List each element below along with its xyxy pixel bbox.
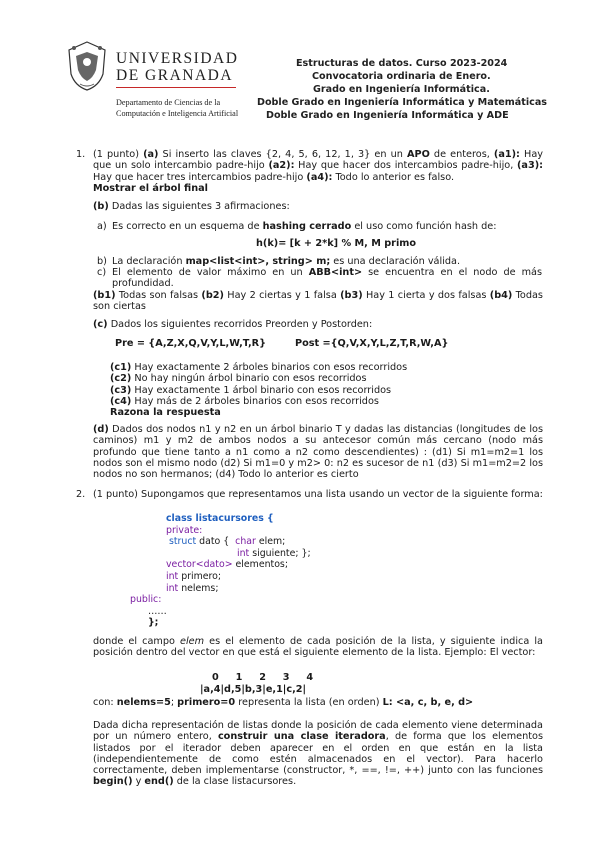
code-int-type-3: int	[166, 582, 179, 594]
code-nelems: nelems;	[178, 582, 219, 594]
q1-a2-text: Hay que hacer dos intercambios padre-hijo,	[294, 160, 517, 172]
hash-formula: h(k)= [k + 2*k] % M, M primo	[256, 238, 417, 249]
q1-bb-letter: b)	[97, 256, 107, 267]
exam-call: Convocatoria ordinaria de Enero.	[312, 71, 491, 82]
q1-bb-text2: es una declaración válida.	[330, 256, 461, 267]
q1-c-label: (c)	[93, 319, 108, 330]
code-line-struct	[130, 536, 311, 548]
vector-indices: 0 1 2 3 4	[212, 672, 314, 683]
q2-example-line	[93, 697, 543, 708]
q1-ba-text1: Es correcto en un esquema de	[112, 221, 263, 232]
q1-a3-label: (a3):	[516, 160, 543, 172]
q1-ba-text	[112, 221, 542, 232]
code-int-type-1: int	[237, 547, 250, 559]
code-block	[130, 513, 311, 629]
q1-a-label: (a)	[143, 149, 159, 160]
q1-a-show: Mostrar el árbol final	[93, 182, 208, 194]
code-public: public:	[130, 594, 162, 606]
postorder-sequence: Post ={Q,V,X,Y,L,Z,T,R,W,A}	[295, 338, 449, 349]
q2-primero: primero=0	[177, 697, 236, 708]
question2-intro: (1 punto) Supongamos que representamos una lista usando un vector de la siguiente forma:	[93, 489, 543, 500]
q1-b-options	[93, 290, 543, 313]
q1-b2-text: Hay 2 ciertas y 1 falsa	[223, 290, 341, 301]
code-int-type-2: int	[166, 570, 179, 582]
q2-final3: y	[132, 776, 145, 788]
q2-con1: con:	[93, 697, 117, 708]
question1-part-c-intro	[93, 319, 372, 330]
q1-c3-text: Hay exactamente 1 árbol binario con esos recorridos	[131, 384, 392, 396]
question1-part-b-intro	[93, 201, 290, 212]
q1-c2	[110, 373, 540, 384]
degree-line3: Doble Grado en Ingeniería Informática y ADE	[266, 110, 509, 121]
degree-line1: Grado en Ingeniería Informática.	[313, 84, 490, 95]
degree-line2: Doble Grado en Ingeniería Informática y Matemáticas	[257, 97, 548, 108]
q1-ba-hashing: hashing cerrado	[262, 221, 352, 232]
vector-values: |a,4|d,5|b,3|e,1|c,2|	[200, 684, 307, 695]
code-close: };	[148, 617, 159, 629]
q1-a4-label: (a4):	[306, 171, 333, 183]
q1-a3-text: Hay que hacer tres intercambios padre-hijo	[93, 171, 307, 183]
q1-a-text2: de enteros,	[429, 149, 494, 160]
q1-c-intro: Dados los siguientes recorridos Preorden y Postorden:	[107, 319, 373, 330]
q2-end: end()	[144, 776, 174, 788]
q1-c3-label: (c3)	[110, 384, 132, 396]
q1-b3-label: (b3)	[340, 290, 363, 301]
q1-d-text: Dados dos nodos n1 y n2 en un árbol binario T y dadas las distancias (longitudes de los caminos) m1 y m2 de ambos nodos a su antecesor común más cercano (nodo más profundo que tiene tanto a n1 como a n2 como descendientes) : (d1) Si m1=m2=1 los nodos son el mismo nodo (d2) Si m1=0 y m2> 0: n2 es sucesor de n1 (d3) Si m1=m2=2 los nodos no son hermanos; (d4) Todo lo anterior es cierto	[93, 424, 543, 481]
q1-b2-label: (b2)	[201, 290, 224, 301]
q1-c-reason: Razona la respuesta	[110, 407, 221, 419]
q1-b4-label: (b4)	[489, 290, 513, 301]
q1-d-label: (d)	[93, 424, 109, 435]
q2-final-bold: construir una clase iteradora	[217, 731, 386, 743]
code-char-type: char	[235, 536, 256, 548]
q1-bc-text1: El elemento de valor máximo en un	[112, 267, 309, 278]
q1-c4-label: (c4)	[110, 395, 132, 407]
q1-a1-text: Hay que un solo intercambio padre-hijo	[93, 149, 543, 172]
question1-part-a	[93, 149, 543, 194]
q1-apo: APO	[407, 149, 430, 160]
q1-b3-text: Hay 1 cierta y dos falsas	[362, 290, 490, 301]
q1-bc-text2: se encuentra en el nodo de más profundidad.	[112, 267, 542, 290]
q2-con2: ;	[170, 697, 178, 708]
q1-b1-text: Todas son falsas	[115, 290, 202, 301]
question2-number: 2.	[76, 489, 86, 500]
q1-c1	[110, 362, 540, 373]
code-line-class	[130, 513, 311, 525]
q2-nelems: nelems=5	[116, 697, 171, 708]
q1-c1-text: Hay exactamente 2 árboles binarios con esos recorridos	[131, 362, 408, 373]
q2-final4: de la clase listacursores.	[173, 776, 297, 788]
code-siguiente: siguiente; };	[249, 547, 311, 559]
q1-a1-label: (a1):	[493, 149, 520, 160]
code-struct-keyword: struct	[166, 536, 197, 548]
q2-desc1: donde el campo	[93, 636, 181, 647]
q1-bb-map: map<list<int>, string> m;	[185, 256, 331, 267]
code-line-vector	[130, 559, 311, 571]
q1-bc-text	[112, 267, 542, 290]
university-name-line2: DE GRANADA	[116, 67, 234, 84]
department-name	[116, 97, 238, 119]
q1-bc-abb: ABB<int>	[308, 267, 363, 278]
code-dots: ……	[148, 605, 167, 617]
q1-b-label: (b)	[93, 201, 109, 212]
q1-points: (1 punto)	[93, 149, 139, 160]
q1-c-options	[110, 362, 540, 418]
code-class-keyword: class	[166, 513, 193, 524]
code-line-siguiente	[130, 548, 311, 560]
code-vector-type: vector<dato>	[166, 559, 233, 571]
q2-begin: begin()	[93, 776, 133, 788]
course-title: Estructuras de datos. Curso 2023-2024	[296, 58, 508, 69]
department-line2: Computación e Inteligencia Artificial	[116, 109, 239, 118]
q2-desc-elem: elem	[180, 636, 205, 647]
q2-desc2: es el elemento de cada posición de la lista, y siguiente indica la posición dentro del vector en que está el siguiente elemento de la lista. Ejemplo: El vector:	[93, 636, 543, 659]
q1-c1-label: (c1)	[110, 362, 132, 373]
q1-b1-label: (b1)	[93, 290, 116, 301]
q1-bb-text1: La declaración	[112, 256, 186, 267]
q1-c4-text: Hay más de 2 árboles binarios con esos recorridos	[131, 395, 379, 407]
q1-a2-label: (a2):	[268, 160, 295, 172]
code-elementos: elementos;	[232, 559, 288, 571]
university-crest-logo	[66, 40, 108, 92]
q1-c2-text: No hay ningún árbol binario con esos recorridos	[131, 373, 367, 385]
q1-b4-text: Todas son ciertas	[93, 290, 543, 313]
code-elem: elem;	[255, 536, 286, 548]
code-primero: primero;	[178, 570, 222, 582]
question1-number: 1.	[76, 149, 86, 160]
q1-c3	[110, 385, 540, 396]
code-dato: dato {	[196, 536, 236, 548]
question2-task	[93, 720, 543, 788]
q1-c4	[110, 396, 540, 407]
question1-part-d	[93, 424, 543, 480]
q1-ba-letter: a)	[97, 221, 107, 232]
q2-lista: L: <a, c, b, e, d>	[382, 697, 474, 708]
q1-a4-text: Todo lo anterior es falso.	[332, 171, 455, 183]
department-line1: Departamento de Ciencias de la	[116, 98, 221, 107]
question2-description	[93, 636, 543, 659]
university-name-line1: UNIVERSIDAD	[116, 50, 239, 67]
q2-con3: representa la lista (en orden)	[235, 697, 383, 708]
code-private: private:	[166, 524, 203, 536]
q2-final2: , de forma que los elementos listados por el iterador deben aparecer en el orden en que están en la lista (independientemente de como estén almacenados en el vector). Para hacerlo correctamente, deben implementarse (constructor, *, ==, !=, ++) junto con las funciones	[93, 731, 544, 777]
q1-bb-text	[112, 256, 542, 267]
q2-final1: Dada dicha representación de listas donde la posición de cada elemento viene determinada por un número entero,	[93, 720, 543, 743]
q1-ba-text2: el uso como función hash de:	[351, 221, 497, 232]
q1-b-intro: Dadas las siguientes 3 afirmaciones:	[108, 201, 290, 212]
code-line-primero	[130, 571, 311, 583]
header-divider	[116, 87, 236, 88]
code-class-name: listacursores {	[192, 513, 274, 524]
code-line-nelems	[130, 583, 311, 595]
q1-a-text1: Si inserto las claves {2, 4, 5, 6, 12, 1, 3} en un	[158, 149, 407, 160]
preorder-sequence: Pre = {A,Z,X,Q,V,Y,L,W,T,R}	[115, 338, 267, 349]
q1-c2-label: (c2)	[110, 373, 132, 385]
q1-bc-letter: c)	[97, 267, 107, 278]
